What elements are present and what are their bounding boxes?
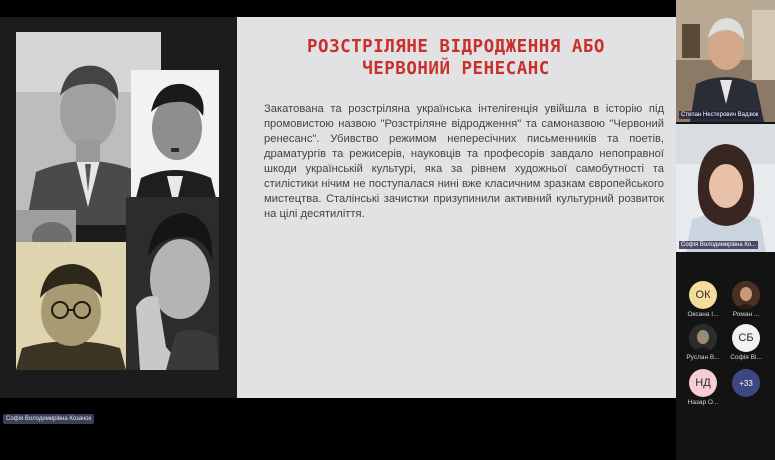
presenter-caption: Софія Володимирівна Козачок [3,414,94,424]
participant-name: Руслан В... [686,354,720,361]
participant-video-tile[interactable] [676,124,775,252]
slide-title [248,36,664,80]
avatar-initials: ОК [695,289,711,301]
avatar-photo [689,324,717,352]
participant-video [676,0,775,122]
participant-thumbnail[interactable] [681,324,725,361]
participant-name: Оксана І... [687,311,719,318]
participant-thumbnail[interactable] [724,281,768,318]
portrait-photo [126,197,219,370]
participant-thumbnail[interactable] [681,369,725,406]
participant-avatar [689,324,717,352]
participant-name: Степан Нестерович Вадзюк [681,112,759,118]
slide-photo-collage [0,17,237,398]
avatar-photo [732,281,760,309]
more-participants-badge [732,369,760,397]
participant-thumbnail[interactable] [681,281,725,318]
avatar-initials: НД [695,377,711,389]
portrait-photo [131,70,219,210]
portrait-photo [16,242,126,370]
participant-video-tile[interactable] [676,0,775,122]
portrait-photo [16,210,76,242]
participant-avatar [689,369,717,397]
more-participants-count: +33 [739,378,753,388]
participant-avatar [732,324,760,352]
participant-name: Софія Володимирівна Ко... [681,242,757,248]
participant-thumbnail[interactable] [724,324,768,361]
participant-avatar [689,281,717,309]
participant-name: Софія Ві... [730,354,762,361]
slide-title-line: ЧЕРВОНИЙ РЕНЕСАНС [362,59,550,79]
avatar-initials: СБ [738,332,754,344]
more-participants-button[interactable] [724,369,768,397]
slide-title-line: РОЗСТРІЛЯНЕ ВІДРОДЖЕННЯ АБО [307,37,605,57]
participant-name: Назар О... [687,399,719,406]
slide-body-text: Закатована та розстріляна українська інтелігенція увійшла в історію під промовистою назвою "Розстріляне відродження" та самоназвою "Червоний ренесанс". Убивство режимом непересічних письменників та поетів, драматургів та режисерів, науковців та професорів завдало непоправної шкоди українській культурі, яка за рівнем художньої самобутності та стилістики нічим не поступалася нині вже класичним зразкам європейського мистецтва. Сталінські зачистки призупинили активний культурний розвиток на цілі десятиліття. [264,103,664,220]
participant-avatar [732,281,760,309]
participant-name: Роман ... [732,311,760,318]
participant-video [676,124,775,252]
